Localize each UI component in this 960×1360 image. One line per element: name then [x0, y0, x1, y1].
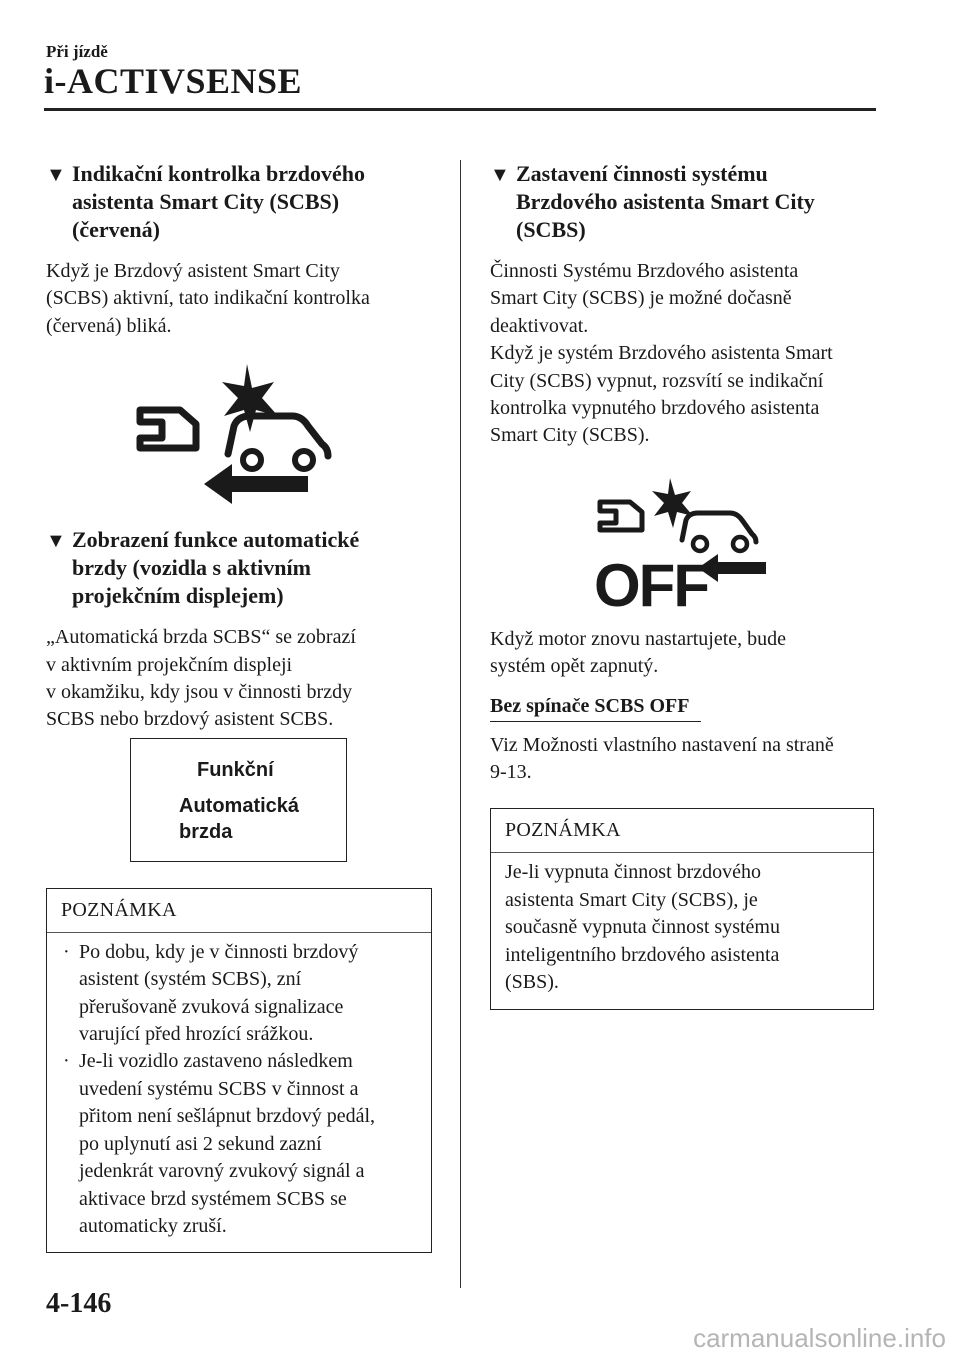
text-line: současně vypnuta činnost systému [505, 916, 780, 939]
text-line: jedenkrát varovný zvukový signál a [79, 1160, 365, 1183]
text-line: Je-li vozidlo zastaveno následkem [79, 1050, 353, 1073]
note-box [490, 808, 874, 1009]
heading-line: (červená) [72, 217, 160, 242]
text-line: Když je systém Brzdového asistenta Smart [490, 342, 833, 365]
note-item [61, 1048, 417, 1240]
right-column [490, 160, 880, 1010]
left-column [46, 160, 442, 1253]
text-line: v okamžiku, kdy jsou v činnosti brzdy [46, 681, 353, 704]
display-text: brzda [179, 820, 233, 843]
heading-line: brzdy (vozidla s aktivním [72, 555, 311, 581]
text-line: uvedení systému SCBS v činnost a [79, 1077, 359, 1100]
text-line: SCBS nebo brzdový asistent SCBS. [46, 708, 334, 731]
off-label: OFF [594, 551, 708, 618]
column-divider [460, 160, 461, 1288]
paragraph [490, 626, 880, 681]
head-up-display-box [130, 738, 347, 862]
note-title: POZNÁMKA [47, 889, 431, 933]
text-line: 9-13. [490, 761, 532, 784]
text-line: Viz Možnosti vlastního nastavení na straně [490, 733, 834, 756]
heading-line: Brzdového asistenta Smart City [516, 189, 815, 214]
heading-line: (SCBS) [516, 217, 586, 242]
text-line: asistenta Smart City (SCBS), je [505, 888, 758, 911]
heading-line: asistenta Smart City (SCBS) [72, 189, 340, 214]
text-line: (SCBS) aktivní, tato indikační kontrolka [46, 287, 370, 310]
display-text: Automatická [179, 794, 300, 817]
heading-line: Zastavení činnosti systému [516, 161, 768, 186]
text-line: v aktivním projekčním displeji [46, 653, 293, 676]
scbs-warning-icon [132, 364, 332, 504]
display-text: Funkční [197, 758, 274, 781]
heading-line: projekčním displejem) [72, 583, 284, 609]
triangle-icon: ▼ [490, 164, 510, 186]
heading-auto-brake-display [46, 526, 442, 610]
text-line: Když motor znovu nastartujete, bude [490, 627, 787, 650]
text-line: Po dobu, kdy je v činnosti brzdový [79, 940, 359, 963]
text-line: deaktivovat. [490, 314, 589, 337]
subheading: Bez spínače SCBS OFF [490, 695, 701, 722]
text-line: Smart City (SCBS). [490, 424, 650, 447]
text-line: varující před hrozící srážkou. [79, 1023, 314, 1046]
text-line: Když je Brzdový asistent Smart City [46, 260, 340, 282]
paragraph [490, 258, 880, 450]
note-title: POZNÁMKA [491, 809, 873, 853]
note-box [46, 888, 432, 1253]
text-line: „Automatická brzda SCBS“ se zobrazí [46, 626, 356, 649]
note-item [61, 939, 417, 1049]
heading-scbs-stop [490, 160, 880, 244]
note-body [491, 853, 873, 1008]
note-body [47, 933, 431, 1252]
bullet-icon: · [63, 1050, 70, 1073]
paragraph [46, 258, 442, 340]
text-line: Je-li vypnuta činnost brzdového [505, 861, 762, 884]
text-line: Činnosti Systému Brzdového asistenta [490, 260, 799, 282]
text-line: přerušovaně zvuková signalizace [79, 995, 344, 1018]
page-title: i-ACTIVSENSE [44, 61, 303, 101]
section-label: Při jízdě [46, 42, 108, 61]
header-rule [44, 108, 876, 111]
text-line: inteligentního brzdového asistenta [505, 943, 780, 966]
text-line: přitom není sešlápnut brzdový pedál, [79, 1105, 376, 1128]
heading-line: Zobrazení funkce automatické [72, 527, 360, 553]
text-line: automaticky zruší. [79, 1214, 227, 1237]
watermark: carmanualsonline.info [693, 1323, 946, 1353]
bullet-icon: · [63, 940, 70, 963]
paragraph [46, 624, 442, 734]
heading-line: Indikační kontrolka brzdového [72, 161, 366, 186]
text-line: City (SCBS) vypnut, rozsvítí se indikační [490, 369, 824, 392]
display-text [179, 793, 299, 845]
page-number: 4-146 [46, 1288, 112, 1319]
scbs-off-icon [594, 478, 774, 618]
text-line: po uplynutí asi 2 sekund zazní [79, 1132, 322, 1155]
heading-scbs-indicator [46, 160, 442, 244]
text-line: Smart City (SCBS) je možné dočasně [490, 287, 792, 310]
text-line: (SBS). [505, 971, 559, 994]
text-line: aktivace brzd systémem SCBS se [79, 1187, 347, 1210]
text-line: asistent (systém SCBS), zní [79, 968, 302, 991]
triangle-icon: ▼ [46, 164, 66, 186]
paragraph [490, 732, 880, 787]
triangle-icon: ▼ [46, 530, 66, 553]
text-line: (červená) bliká. [46, 314, 172, 337]
text-line: kontrolka vypnutého brzdového asistenta [490, 397, 820, 420]
text-line: systém opět zapnutý. [490, 655, 659, 678]
